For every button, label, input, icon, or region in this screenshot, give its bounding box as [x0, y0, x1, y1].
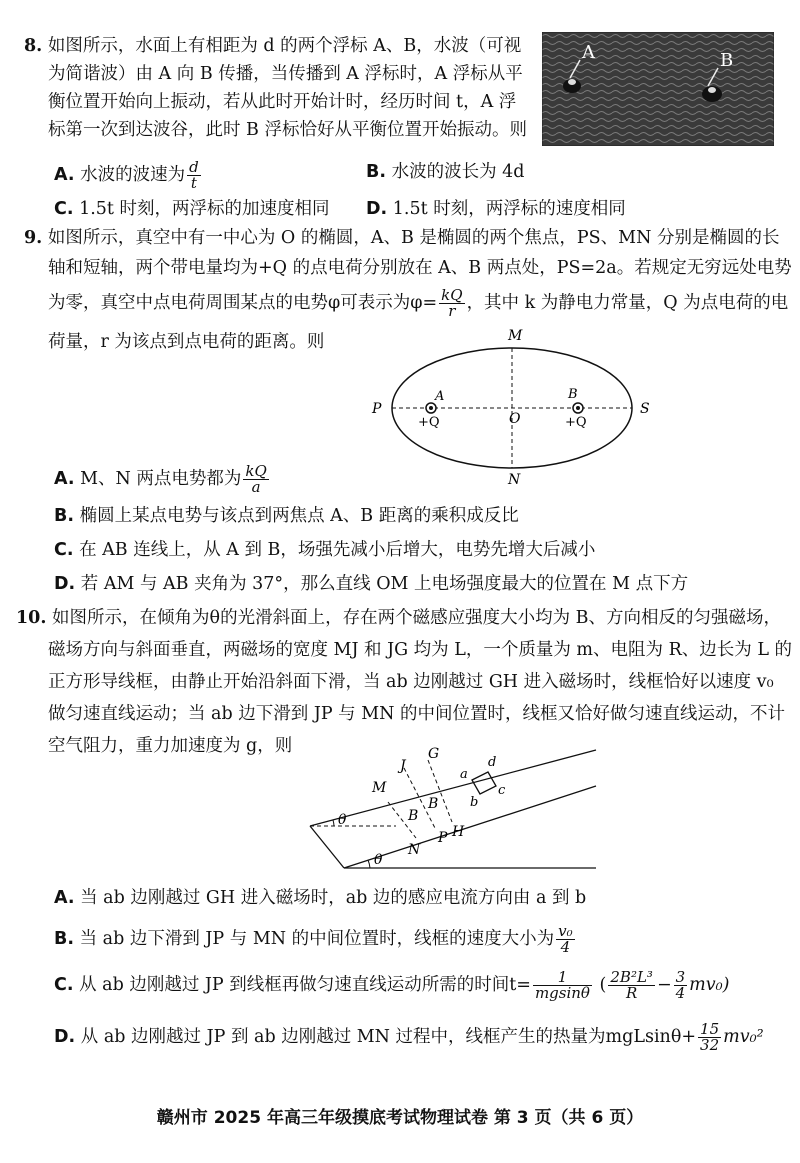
- buoy-photo: [542, 32, 774, 146]
- q9-option-d-label: D.: [54, 574, 76, 594]
- q10-option-b-den: 4: [560, 938, 571, 956]
- q9-potential-den: r: [448, 302, 456, 320]
- q9-option-d-text: 若 AM 与 AB 夹角为 37°，那么直线 OM 上电场强度最大的位置在 M 点下方: [80, 574, 689, 594]
- photo-label-a: A: [582, 42, 595, 63]
- q10-stem-5: 空气阻力，重力加速度为 g，则: [48, 736, 293, 756]
- q9-option-b-label: B.: [54, 506, 74, 526]
- q9-potential-num: kQ: [441, 286, 463, 304]
- incline-diagram: [300, 744, 600, 874]
- wire-frame: [472, 772, 496, 794]
- q10-option-c-paren: (: [599, 975, 607, 995]
- q10-option-d-label: D.: [54, 1027, 76, 1047]
- q8-option-b[interactable]: [366, 160, 524, 184]
- q10-option-c-tail: mv₀): [689, 975, 730, 995]
- q10-option-b-label: B.: [54, 929, 74, 949]
- q9-option-c-label: C.: [54, 540, 74, 560]
- q10-option-c-den-3: 4: [675, 984, 686, 1002]
- label-p: P: [372, 401, 382, 417]
- label-b: b: [470, 795, 479, 810]
- q10-option-c-text: 从 ab 边刚越过 JP 到线框再做匀速直线运动所需的时间t=: [79, 975, 531, 995]
- q10-stem-3: 正方形导线框，由静止开始沿斜面下滑，当 ab 边刚越过 GH 进入磁场时，线框恰好以速度 v₀: [48, 672, 774, 692]
- q8-option-a-label: A.: [54, 165, 75, 185]
- q8-option-c[interactable]: [54, 197, 330, 221]
- q9-line-1: [24, 226, 779, 250]
- q10-option-c-num-2: 2B²L³: [610, 968, 653, 986]
- label-n: N: [408, 842, 421, 858]
- q10-option-c-fraction-3: [674, 970, 688, 1001]
- q9-option-a-label: A.: [54, 469, 75, 489]
- q10-option-d-tail: mv₀²: [723, 1027, 764, 1047]
- q8-number: 8.: [24, 36, 43, 56]
- q9-potential-fraction: [439, 288, 464, 319]
- q8-option-a[interactable]: [54, 160, 203, 191]
- q10-option-a[interactable]: [54, 886, 586, 910]
- q9-stem-1: 如图所示，真空中有一中心为 O 的椭圆，A、B 是椭圆的两个焦点，PS、MN 分别是椭圆的长: [47, 228, 780, 248]
- incline-lower-edge: [310, 750, 596, 826]
- label-m: M: [372, 780, 387, 796]
- q8-stem-2: 为简谐波）由 A 向 B 传播，当传播到 A 浮标时，A 浮标从平: [48, 64, 523, 84]
- label-g: G: [428, 746, 440, 762]
- label-s: S: [640, 401, 650, 417]
- q9-stem-4: 荷量，r 为该点到点电荷的距离。则: [48, 332, 325, 352]
- q8-option-d-text: 1.5t 时刻，两浮标的速度相同: [392, 199, 626, 219]
- label-a: a: [460, 767, 468, 782]
- q8-option-b-text: 水波的波长为 4d: [391, 162, 525, 182]
- q8-option-a-den: t: [190, 174, 197, 192]
- q9-option-b[interactable]: [54, 504, 519, 528]
- q10-option-c-label: C.: [54, 975, 74, 995]
- q9-number: 9.: [24, 228, 43, 248]
- label-d: d: [488, 755, 497, 770]
- q10-option-c-den-1: mgsinθ: [534, 984, 590, 1002]
- q8-option-c-text: 1.5t 时刻，两浮标的加速度相同: [79, 199, 330, 219]
- incline-left-edge: [310, 826, 344, 868]
- q9-stem-3-post: ，其中 k 为静电力常量，Q 为点电荷的电: [466, 293, 789, 313]
- q10-stem-4: 做匀速直线运动；当 ab 边下滑到 JP 与 MN 的中间位置时，线框又恰好做匀速直线运动，不计: [48, 704, 786, 724]
- label-b1: B: [408, 808, 419, 824]
- q10-option-d-num: 15: [700, 1020, 720, 1038]
- q10-option-b-text: 当 ab 边下滑到 JP 与 MN 的中间位置时，线框的速度大小为: [79, 929, 555, 949]
- q10-option-c-den-2: R: [626, 984, 638, 1002]
- page-footer: 赣州市 2025 年高三年级摸底考试物理试卷 第 3 页（共 6 页）: [156, 1108, 644, 1128]
- q9-option-a-text: M、N 两点电势都为: [80, 469, 242, 489]
- q10-option-d[interactable]: [54, 1022, 764, 1053]
- q8-stem-4: 标第一次到达波谷，此时 B 浮标恰好从平衡位置开始振动。则: [48, 120, 527, 140]
- label-b2: B: [428, 796, 439, 812]
- q10-option-d-text: 从 ab 边刚越过 JP 到 ab 边刚越过 MN 过程中，线框产生的热量为mgLsinθ+: [80, 1027, 697, 1047]
- q9-option-b-text: 椭圆上某点电势与该点到两焦点 A、B 距离的乘积成反比: [79, 506, 519, 526]
- q8-option-a-fraction: [187, 160, 201, 191]
- q10-number: 10.: [16, 608, 47, 628]
- label-h: H: [452, 824, 465, 840]
- q9-option-d[interactable]: [54, 572, 688, 596]
- q10-option-c-fraction-1: [533, 970, 592, 1001]
- ellipse-diagram: [360, 322, 650, 492]
- q9-option-a[interactable]: [54, 464, 271, 495]
- label-c: c: [498, 783, 506, 798]
- q8-stem-3: 衡位置开始向上振动，若从此时开始计时，经历时间 t，A 浮: [48, 92, 517, 112]
- q8-option-a-num: d: [189, 158, 199, 176]
- q10-option-c-num-3: 3: [675, 968, 686, 986]
- q9-option-a-fraction: [243, 464, 268, 495]
- q10-option-d-den: 32: [700, 1036, 720, 1054]
- q9-option-c[interactable]: [54, 538, 595, 562]
- label-p: P: [438, 830, 448, 846]
- label-o: O: [509, 411, 521, 427]
- q10-line-1: [16, 606, 781, 630]
- q9-stem-3: [48, 288, 788, 319]
- q10-option-c-num-1: 1: [533, 970, 592, 986]
- label-j: J: [400, 758, 406, 774]
- q10-option-b-num: v₀: [558, 922, 573, 940]
- q9-stem-2: 轴和短轴，两个带电量均为+Q 的点电荷分别放在 A、B 两点处，PS=2a。若规定无穷远处电势: [48, 258, 792, 278]
- q10-stem-1: 如图所示，在倾角为θ的光滑斜面上，存在两个磁感应强度大小均为 B、方向相反的匀强磁场，: [52, 608, 781, 628]
- q10-option-b-fraction: [556, 924, 575, 955]
- q10-option-d-fraction: [698, 1022, 721, 1053]
- label-theta-1: θ: [338, 812, 347, 828]
- q8-option-d[interactable]: [366, 197, 626, 221]
- q10-stem-2: 磁场方向与斜面垂直，两磁场的宽度 MJ 和 JG 均为 L，一个质量为 m、电阻为 R、边长为 L 的: [48, 640, 793, 660]
- label-a: A: [435, 389, 445, 404]
- q10-option-c-fraction-2: [608, 970, 655, 1001]
- photo-label-b: B: [720, 50, 734, 71]
- q10-option-c[interactable]: [54, 970, 729, 1001]
- label-n: N: [508, 472, 521, 488]
- label-qb: +Q: [565, 415, 587, 430]
- q9-option-a-den: a: [251, 478, 261, 496]
- q10-option-a-label: A.: [54, 888, 75, 908]
- q8-option-d-label: D.: [366, 199, 388, 219]
- q10-option-c-minus: −: [656, 975, 672, 995]
- label-m: M: [508, 328, 523, 344]
- q10-option-a-text: 当 ab 边刚越过 GH 进入磁场时，ab 边的感应电流方向由 a 到 b: [80, 888, 587, 908]
- q8-line-1: [24, 34, 521, 58]
- q10-option-b[interactable]: [54, 924, 577, 955]
- q8-stem-1: 如图所示，水面上有相距为 d 的两个浮标 A、B，水波（可视: [47, 36, 522, 56]
- label-theta-2: θ: [374, 852, 383, 868]
- q8-option-c-label: C.: [54, 199, 74, 219]
- q9-stem-3-pre: 为零，真空中点电荷周围某点的电势φ可表示为φ=: [48, 293, 438, 313]
- q9-option-c-text: 在 AB 连线上，从 A 到 B，场强先减小后增大，电势先增大后减小: [79, 540, 596, 560]
- label-qa: +Q: [418, 415, 440, 430]
- q8-option-b-label: B.: [366, 162, 386, 182]
- label-b: B: [568, 387, 578, 402]
- q8-option-a-text: 水波的波速为: [80, 165, 186, 185]
- q9-option-a-num: kQ: [245, 462, 267, 480]
